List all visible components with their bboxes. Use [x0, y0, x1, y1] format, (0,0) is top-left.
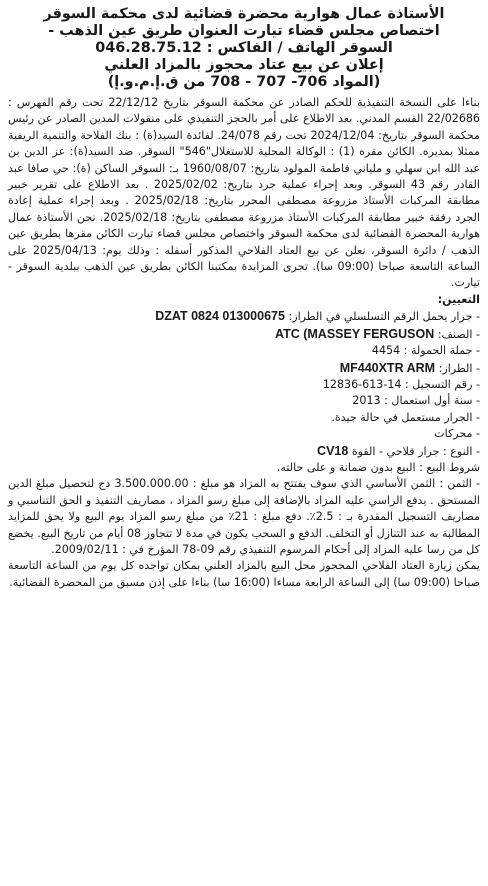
designation-list: [8, 308, 480, 460]
registration-item: - رقم التسجيل : 14-613-12836: [322, 377, 480, 391]
notice-title: إعلان عن بيع عتاد محجوز بالمزاد العلني: [104, 57, 384, 73]
kind-label: - النوع : جرار فلاحي - القوة: [351, 444, 480, 458]
sale-conditions: شروط البيع : البيع بدون ضمانة و على حالته.: [276, 460, 480, 474]
jurisdiction-address: اختصاص مجلس قضاء تيارت العنوان طريق عين الذهب -: [48, 23, 440, 39]
chassis-label: - جرار يحمل الرقم التسلسلي في الطراز:: [288, 310, 480, 324]
kind-item: [8, 443, 480, 460]
model-value: MF440XTR ARM: [339, 360, 436, 375]
chassis-value: DZAT 0824 013000675: [155, 309, 285, 324]
type-item: [8, 326, 480, 343]
notice-body: [8, 95, 480, 591]
designation-title: التعيين:: [437, 292, 480, 306]
type-label: - الصنف:: [437, 327, 480, 341]
model-item: [8, 360, 480, 377]
legal-articles: (المواد 706- 707 - 708 من ق.إ.م.و.إ): [107, 74, 381, 90]
engines-item: - محركات: [434, 427, 480, 441]
load-item: - جملة الحمولة : 4454: [371, 344, 480, 358]
kind-value: CV18: [317, 443, 349, 458]
phone-fax: السوقر الهاتف / الفاكس : 046.28.75.12: [95, 40, 393, 56]
chassis-item: [8, 308, 480, 325]
price-paragraph: - الثمن : الثمن الأساسي الذي سوف يفتتح به المزاد هو مبلغ : 3.500.000.00 دج لتحصيل مبلغ الدين المستحق . يدفع الراسي عليه المزاد بالإضافة إلى مبلغ رسو المزاد ، مصاريف التنفيذ و الحق التناسبي و مصاريف التسجيل المقدرة بـ : 2.5٪. دفع مبلغ : 21٪ من مبلغ رسو المزاد يوم البيع ولا يحق للمزايد المطالبة به عند التنازل أو التخلف. الدفع و السحب يكون في مدة لا تتجاوز 08 أيام من تاريخ البيع. يخضع كل من رسا عليه المزاد إلى أحكام المرسوم التنفيذي رقم 09-78 المؤرخ في : 2009/02/11.: [8, 477, 481, 556]
type-value: ATC (MASSEY FERGUSON: [275, 326, 435, 341]
bailiff-title: الأستاذة عمال هوارية محضرة قضائية لدى محكمة السوقر: [43, 6, 445, 22]
notice-header: [8, 4, 480, 95]
intro-paragraph: بناءا على النسخة التنفيذية للحكم الصادر عن محكمة السوقر بتاريخ 22/12/12 تحت رقم الفهرس : 22/02686 القسم المدني. بعد الاطلاع على أمر بالحجز التنفيذي على منقولات المدين الصادر عن رئيس محكمة السوقر بتاريخ: 2024/12/04 تحت رقم 24/078. لفائدة السيد(ة) : بنك الفلاحة والتنمية الريفية ممثلا بمديره. الكائن مقره (1) : الوكالة المحلية للاستغلال"546" السوقر. ضد السيد(ة): عز الدين بن عبد الله ابن سهلي و ملياني فاطمة المولود بتاريخ: 1960/08/07 بـ: السوقر الساكن (ة): حي صافا عبد القادر رقم 43 السوقر. وبعد إجراء عملية جرد بتاريخ: 2025/02/02 . بعد الاطلاع على تقرير خبير مطابقة المركبات الأستاذ مزروعة مصطفى المحرر بتاريخ: 2025/02/18 . وبعد إجراء عملية إعادة الجرد رفقة خبير مطابقة المركبات الأستاذ مزروعة مصطفى بتاريخ: 2025/02/18. نحن الأستاذة عمال هوارية المحضرة القضائية لدى محكمة السوقر واختصاص مجلس قضاء تيارت الكائن مقرها بطريق عين الذهب / دائرة السوقر، نعلن عن بيع العتاد الفلاحي المذكور أسفله : وذلك يوم: 2025/04/13 على الساعة التاسعة صباحا (09:00 سا). تجرى المزايدة بمكتبنا الكائن بطريق عين الذهب ببلدية السوقر - تيارت.: [8, 96, 481, 290]
condition-item: - الجرار مستعمل في حالة جيدة.: [331, 410, 480, 424]
first-use-item: - سنة أول استعمال : 2013: [352, 394, 480, 408]
visit-paragraph: يمكن زيارة العتاد الفلاحي المحجوز محل البيع بالمزاد العلني بمكان تواجده كل يوم من الساعة التاسعة صباحا (09:00 سا) إلى الساعة الرابعة مساءا (16:00 سا) بناءا على إذن مسبق من المحضرة القضائية.: [8, 559, 480, 589]
legal-notice-page: [8, 4, 480, 876]
model-label: - الطراز:: [438, 361, 480, 375]
